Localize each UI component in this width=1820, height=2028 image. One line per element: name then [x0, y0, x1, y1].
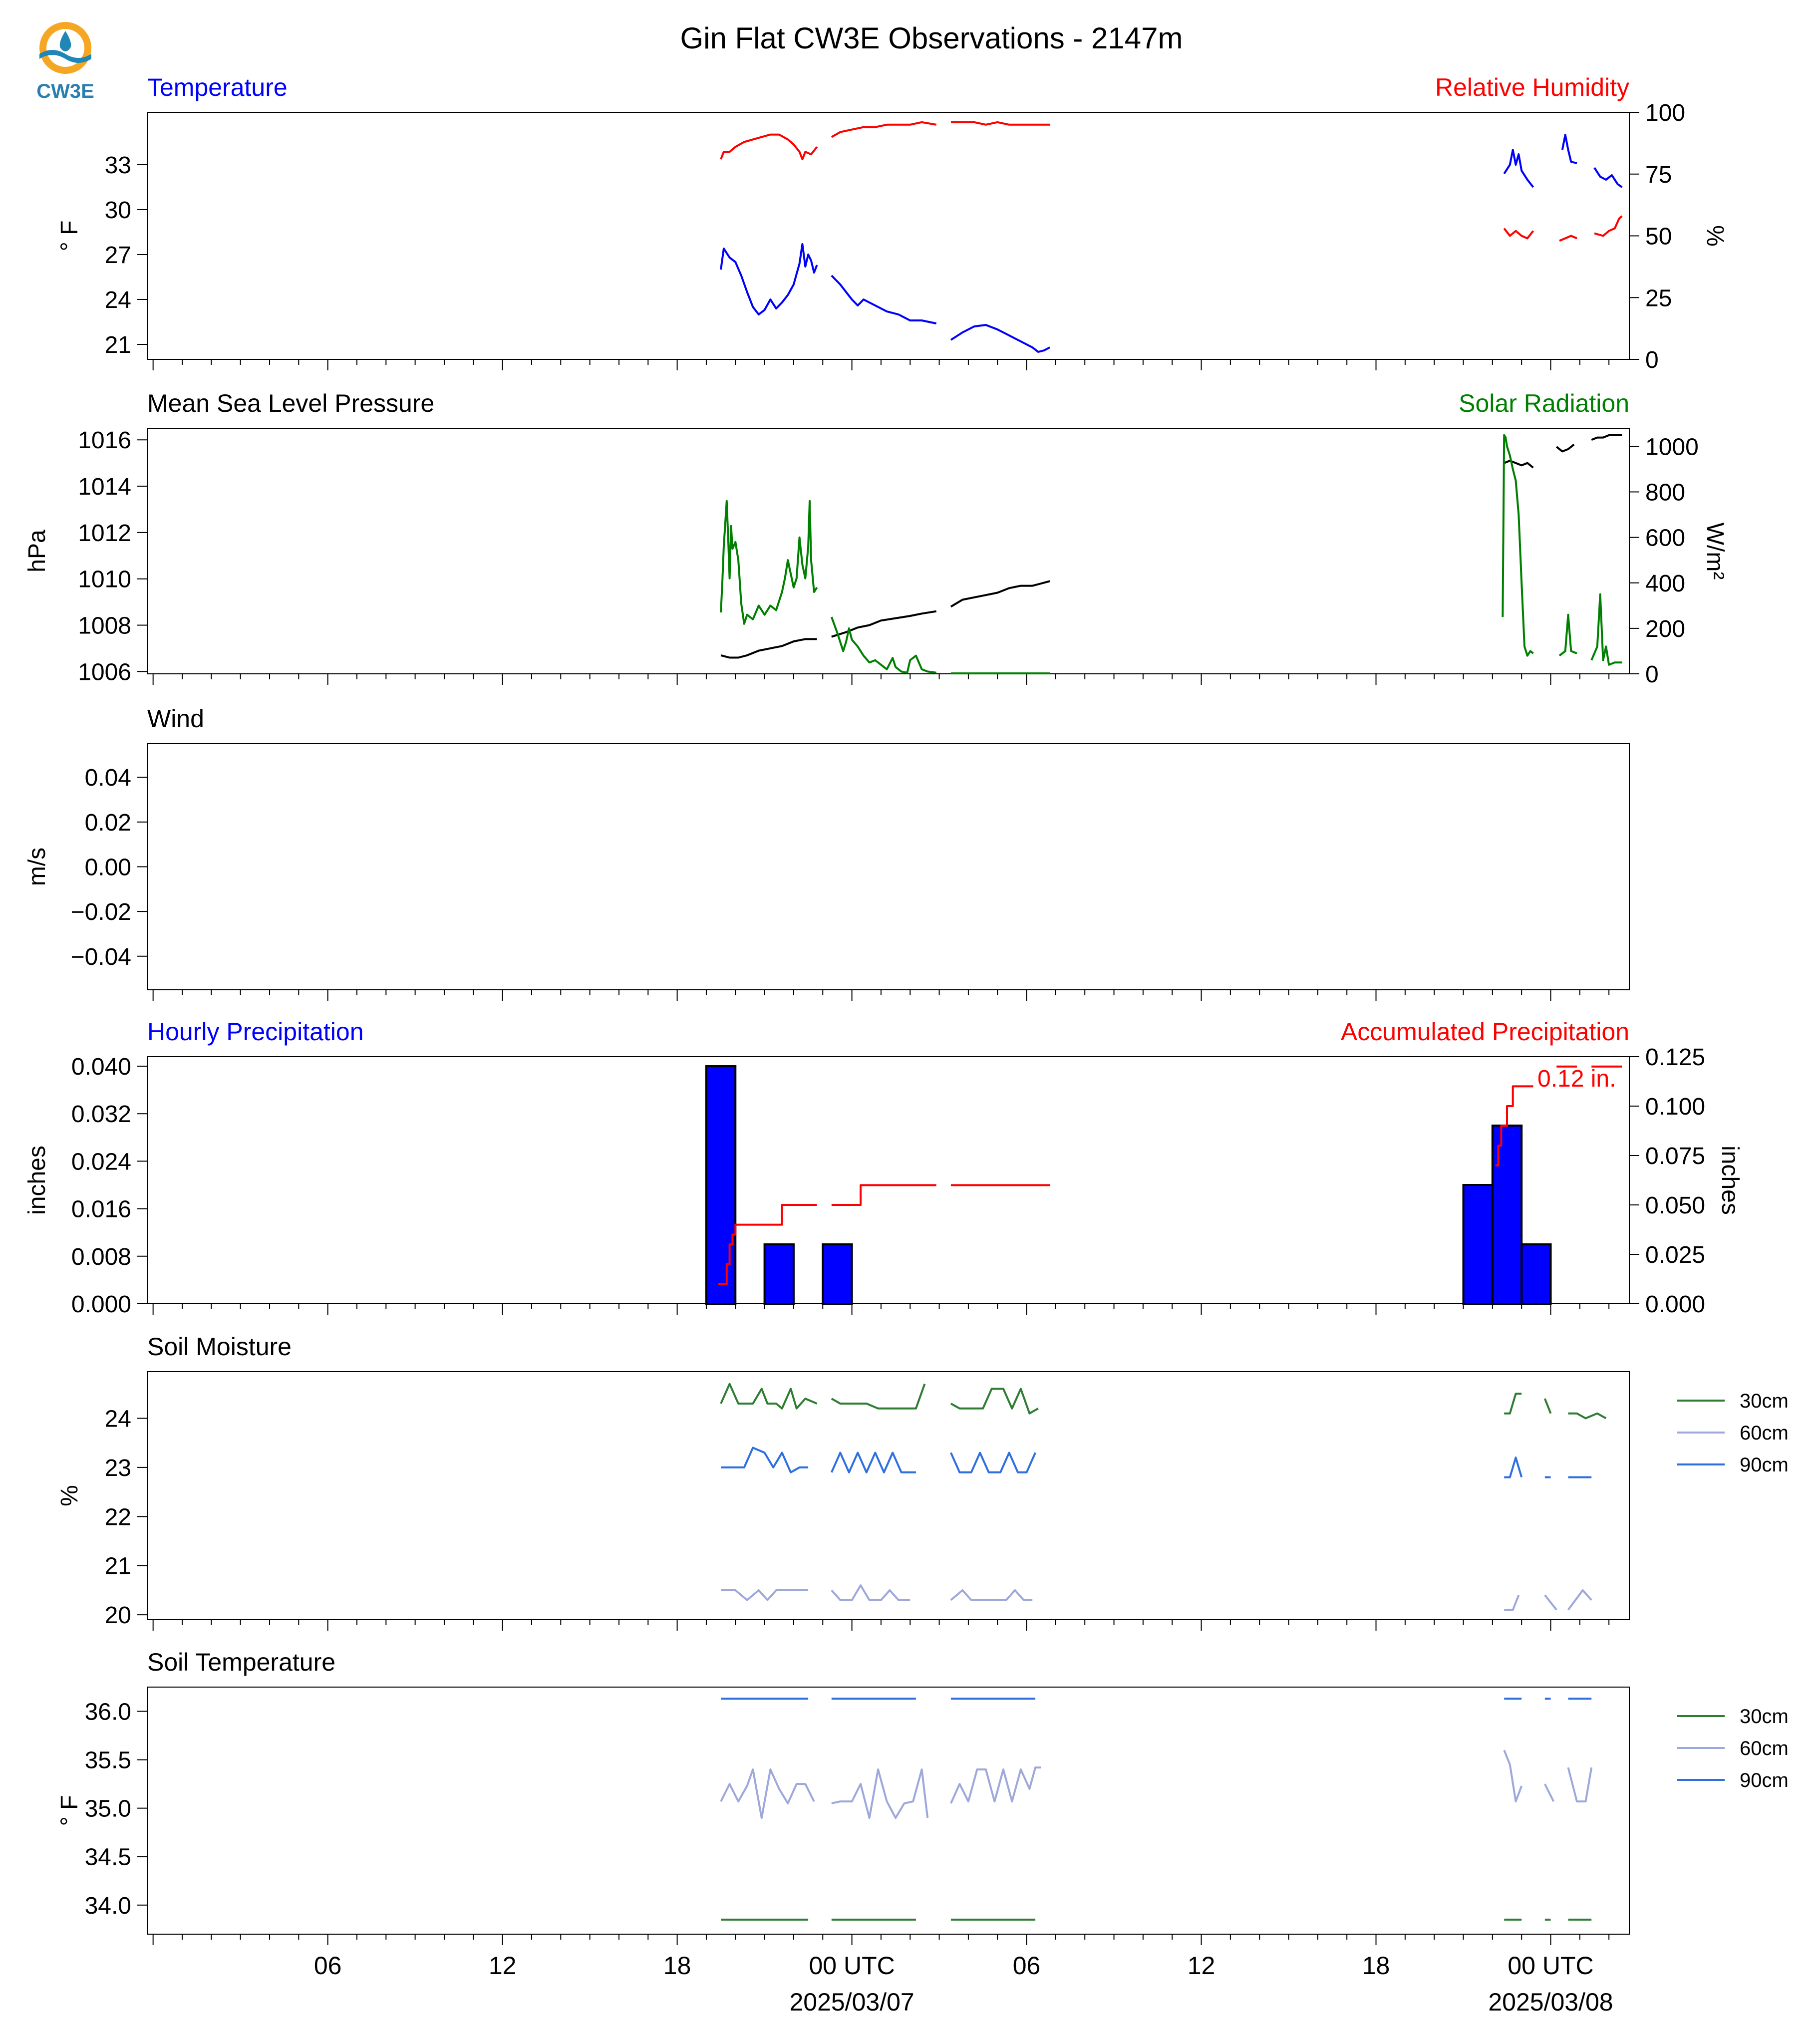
- y-tick-label-left: 0.032: [71, 1101, 131, 1128]
- series-line-30cm: [1504, 1394, 1521, 1413]
- x-date-label: 2025/03/08: [1488, 1988, 1613, 2016]
- legend-label: 60cm: [1740, 1422, 1789, 1444]
- y-tick-label-right: 0.000: [1645, 1291, 1706, 1318]
- series-line-90cm: [951, 1452, 1035, 1472]
- y-tick-label-left: 1012: [78, 520, 131, 547]
- y-axis-label-left: %: [56, 1485, 83, 1506]
- y-tick-label-left: 1016: [78, 427, 131, 454]
- plot-frame: [147, 428, 1629, 674]
- x-tick-label: 00 UTC: [809, 1952, 895, 1980]
- series-line-30cm: [721, 1384, 817, 1409]
- y-tick-label-right: 1000: [1645, 434, 1699, 461]
- series-line-relative-humidity: [1559, 236, 1577, 241]
- panel-title-right: Relative Humidity: [1435, 73, 1629, 101]
- y-tick-label-right: 100: [1645, 100, 1686, 126]
- x-tick-label: 06: [313, 1952, 342, 1980]
- y-tick-label-left: 34.0: [84, 1892, 131, 1919]
- plot-frame: [147, 1057, 1629, 1304]
- y-tick-label-right: 0.025: [1645, 1242, 1706, 1268]
- legend-label: 30cm: [1740, 1390, 1789, 1412]
- series-line-relative-humidity: [1594, 216, 1622, 236]
- y-tick-label-left: 36.0: [84, 1699, 131, 1726]
- series-line-temperature: [951, 325, 1050, 352]
- legend-label: 30cm: [1740, 1706, 1789, 1728]
- series-line-30cm: [832, 1384, 925, 1409]
- y-tick-label-right: 75: [1645, 161, 1672, 188]
- series-line-60cm: [1504, 1750, 1521, 1801]
- cw3e-logo: [36, 22, 94, 102]
- plot-frame: [147, 112, 1629, 359]
- precip-bar: [1464, 1185, 1493, 1304]
- y-tick-label-left: 0.02: [84, 809, 131, 836]
- y-tick-label-left: 30: [104, 197, 131, 224]
- plot-frame: [147, 744, 1629, 990]
- y-tick-label-left: 21: [104, 332, 131, 358]
- y-tick-label-left: 0.024: [71, 1149, 131, 1175]
- y-tick-label-left: 27: [104, 242, 131, 269]
- y-tick-label-left: 0.04: [84, 765, 131, 792]
- y-tick-label-left: 0.008: [71, 1243, 131, 1270]
- series-line-mean-sea-level-pressure: [721, 639, 817, 657]
- y-axis-label-left: hPa: [24, 530, 50, 573]
- panel-title-left: Hourly Precipitation: [147, 1018, 364, 1046]
- series-line-30cm: [1568, 1414, 1606, 1419]
- logo-text: CW3E: [36, 80, 94, 102]
- panel-title-left: Temperature: [147, 73, 288, 101]
- y-tick-label-right: 0.100: [1645, 1094, 1706, 1120]
- series-line-60cm: [1545, 1595, 1556, 1610]
- y-tick-label-left: 1008: [78, 612, 131, 639]
- y-tick-label-left: 21: [104, 1553, 131, 1580]
- x-tick-label: 00 UTC: [1508, 1952, 1594, 1980]
- series-line-60cm: [1568, 1767, 1592, 1801]
- y-axis-label-right: W/m²: [1702, 522, 1728, 580]
- series-line-90cm: [1504, 1457, 1521, 1477]
- series-line-90cm: [721, 1448, 808, 1472]
- y-tick-label-left: 35.0: [84, 1795, 131, 1822]
- y-axis-label-left: ° F: [56, 1795, 83, 1826]
- legend-label: 90cm: [1740, 1769, 1789, 1791]
- series-line-temperature: [1504, 150, 1533, 187]
- series-line-solar-radiation: [832, 617, 936, 673]
- series-line-60cm: [951, 1767, 1041, 1803]
- series-line-accumulated-precipitation: [832, 1185, 936, 1205]
- series-line-relative-humidity: [1504, 229, 1533, 239]
- series-line-temperature: [832, 276, 936, 323]
- y-axis-label-left: m/s: [24, 847, 50, 886]
- y-tick-label-left: −0.02: [70, 899, 131, 926]
- series-line-solar-radiation: [721, 501, 817, 624]
- panel-title-left: Soil Temperature: [147, 1648, 336, 1676]
- series-line-temperature: [1562, 135, 1577, 163]
- series-line-30cm: [951, 1389, 1038, 1413]
- precip-bar: [706, 1066, 735, 1304]
- panel-title-right: Accumulated Precipitation: [1340, 1018, 1629, 1046]
- x-tick-label: 12: [1187, 1952, 1215, 1980]
- series-line-mean-sea-level-pressure: [951, 581, 1050, 606]
- y-tick-label-right: 0.050: [1645, 1192, 1706, 1219]
- y-tick-label-right: 200: [1645, 615, 1686, 642]
- y-tick-label-left: 35.5: [84, 1747, 131, 1774]
- y-tick-label-left: 1014: [78, 474, 131, 501]
- y-tick-label-left: 0.000: [71, 1291, 131, 1318]
- series-line-mean-sea-level-pressure: [1556, 445, 1574, 452]
- series-line-60cm: [832, 1585, 910, 1600]
- accumulated-total-label: 0.12 in.: [1537, 1066, 1616, 1092]
- legend-label: 90cm: [1740, 1454, 1789, 1476]
- series-line-solar-radiation: [1559, 615, 1577, 656]
- series-line-temperature: [1594, 168, 1622, 187]
- y-tick-label-right: 600: [1645, 525, 1686, 552]
- y-tick-label-right: 0.075: [1645, 1143, 1706, 1169]
- panel-title-right: Solar Radiation: [1459, 389, 1629, 417]
- series-line-temperature: [721, 244, 817, 314]
- y-tick-label-left: 23: [104, 1454, 131, 1481]
- series-line-relative-humidity: [832, 122, 936, 137]
- y-axis-label-left: ° F: [56, 220, 83, 252]
- series-line-60cm: [832, 1769, 927, 1818]
- panel-title-left: Soil Moisture: [147, 1333, 292, 1361]
- series-line-solar-radiation: [1591, 594, 1622, 665]
- series-line-60cm: [1504, 1595, 1518, 1610]
- y-tick-label-left: 22: [104, 1504, 131, 1531]
- y-tick-label-right: 0: [1645, 661, 1659, 688]
- y-tick-label-left: 0.016: [71, 1196, 131, 1223]
- x-tick-label: 06: [1012, 1952, 1041, 1980]
- y-tick-label-left: 34.5: [84, 1844, 131, 1871]
- series-line-mean-sea-level-pressure: [1504, 461, 1533, 468]
- precip-bar: [1493, 1126, 1521, 1304]
- series-line-30cm: [1545, 1399, 1551, 1414]
- y-tick-label-right: 400: [1645, 570, 1686, 597]
- series-line-solar-radiation: [1503, 435, 1533, 656]
- x-tick-label: 18: [1362, 1952, 1390, 1980]
- precip-bar: [765, 1244, 794, 1304]
- panels: [24, 73, 1789, 2016]
- figure-title: Gin Flat CW3E Observations - 2147m: [680, 21, 1183, 55]
- y-tick-label-left: 33: [104, 152, 131, 179]
- x-tick-label: 12: [488, 1952, 517, 1980]
- series-line-60cm: [951, 1590, 1032, 1600]
- precip-bar: [823, 1244, 852, 1304]
- series-line-60cm: [721, 1590, 808, 1600]
- panel-title-left: Mean Sea Level Pressure: [147, 389, 435, 417]
- series-line-60cm: [721, 1769, 814, 1818]
- y-tick-label-left: 0.00: [84, 854, 131, 881]
- y-tick-label-right: 25: [1645, 285, 1672, 312]
- y-axis-label-right: %: [1702, 225, 1728, 247]
- y-tick-label-right: 800: [1645, 479, 1686, 506]
- y-tick-label-right: 50: [1645, 223, 1672, 250]
- legend-label: 60cm: [1740, 1738, 1789, 1759]
- series-line-relative-humidity: [721, 135, 817, 159]
- y-tick-label-right: 0: [1645, 347, 1659, 373]
- y-tick-label-left: 24: [104, 1406, 131, 1433]
- y-tick-label-left: 0.040: [71, 1054, 131, 1081]
- x-date-label: 2025/03/07: [789, 1988, 914, 2016]
- y-axis-label-right: inches: [1717, 1146, 1743, 1215]
- series-line-90cm: [832, 1452, 916, 1472]
- y-tick-label-right: 0.125: [1645, 1044, 1706, 1071]
- y-tick-label-left: −0.04: [70, 943, 131, 970]
- series-line-relative-humidity: [951, 122, 1050, 125]
- precip-bar: [1521, 1244, 1550, 1304]
- plot-frame: [147, 1687, 1629, 1934]
- series-line-60cm: [1545, 1784, 1554, 1801]
- y-axis-label-left: inches: [24, 1146, 50, 1215]
- y-tick-label-left: 1006: [78, 659, 131, 686]
- x-tick-label: 18: [663, 1952, 691, 1980]
- panel-title-left: Wind: [147, 705, 204, 733]
- series-line-60cm: [1568, 1590, 1592, 1610]
- y-tick-label-left: 1010: [78, 566, 131, 593]
- y-tick-label-left: 24: [104, 287, 131, 313]
- y-tick-label-left: 20: [104, 1602, 131, 1629]
- series-line-mean-sea-level-pressure: [1591, 435, 1622, 440]
